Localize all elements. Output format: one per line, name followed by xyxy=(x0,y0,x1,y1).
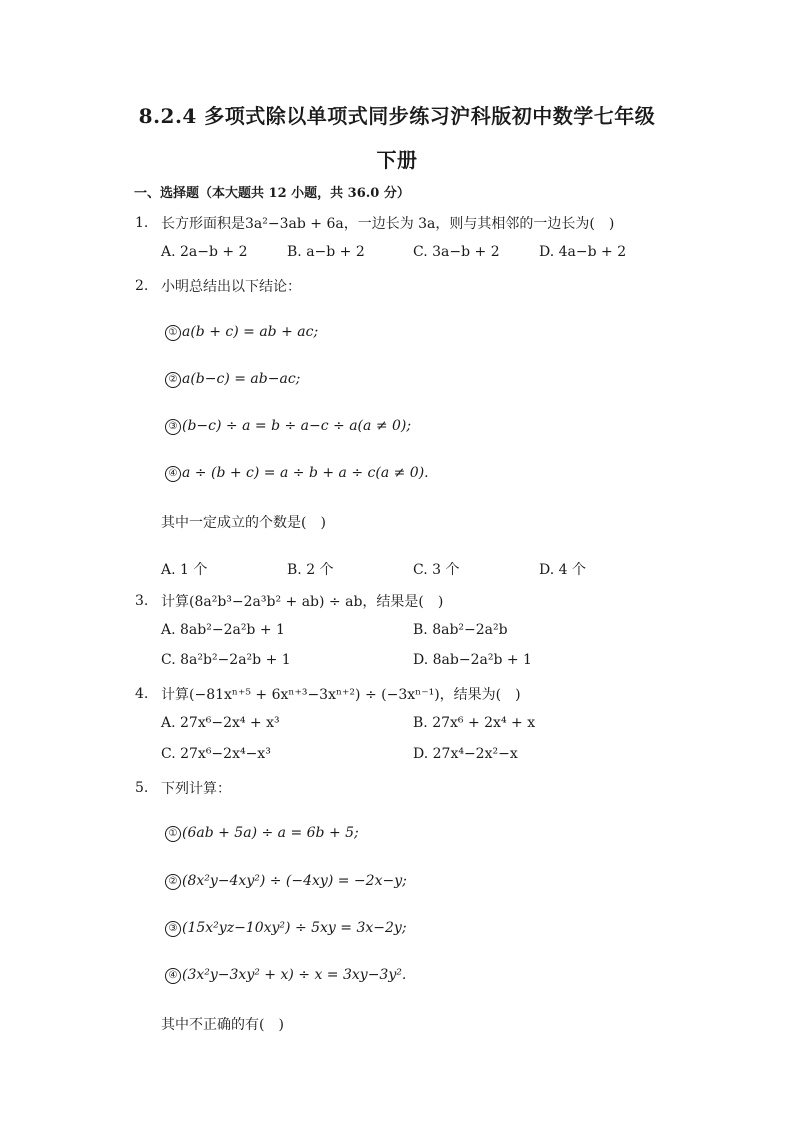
question-1-stem: 长方形面积是3a²−3ab + 6a，一边长为 3a，则与其相邻的一边长为( ) xyxy=(161,216,615,232)
item-expression: (8x²y−4xy²) ÷ (−4xy) = −2x−y; xyxy=(182,873,407,889)
question-4-option-d: D. 27x⁴−2x²−x xyxy=(413,746,518,762)
question-2-option-a: A. 1 个 xyxy=(161,562,208,578)
question-1-option-d: D. 4a−b + 2 xyxy=(539,244,627,260)
question-4-stem: 计算(−81xⁿ⁺⁵ + 6xⁿ⁺³−3xⁿ⁺²) ÷ (−3xⁿ⁻¹)，结果为( ) xyxy=(161,687,521,703)
question-3-option-c: C. 8a²b²−2a²b + 1 xyxy=(161,652,291,668)
circled-number-2: ② xyxy=(165,372,181,388)
item-expression: a(b−c) = ab−ac; xyxy=(182,371,301,387)
question-3-option-d: D. 8ab−2a²b + 1 xyxy=(413,652,532,668)
question-5-item-3 xyxy=(165,920,407,937)
question-1-option-c: C. 3a−b + 2 xyxy=(413,244,500,260)
item-expression: (3x²y−3xy² + x) ÷ x = 3xy−3y². xyxy=(182,967,407,983)
item-expression: a(b + c) = ab + ac; xyxy=(182,324,319,340)
question-3-option-b: B. 8ab²−2a²b xyxy=(413,622,508,638)
question-2-option-d: D. 4 个 xyxy=(539,562,586,578)
question-4-option-c: C. 27x⁶−2x⁴−x³ xyxy=(161,746,271,762)
circled-number-1: ① xyxy=(165,325,181,341)
question-5-number: 5. xyxy=(135,780,149,796)
question-1-option-a: A. 2a−b + 2 xyxy=(161,244,248,260)
item-expression: (6ab + 5a) ÷ a = 6b + 5; xyxy=(182,825,359,841)
question-1-option-b: B. a−b + 2 xyxy=(287,244,365,260)
question-5-item-1 xyxy=(165,825,359,842)
doc-title-line-1: 8.2.4 多项式除以单项式同步练习沪科版初中数学七年级 xyxy=(138,104,656,128)
circled-number-4: ④ xyxy=(165,466,181,482)
question-2-item-1 xyxy=(165,324,318,341)
question-1-number: 1. xyxy=(135,215,149,231)
question-2-number: 2. xyxy=(135,278,149,294)
question-5-follow-up: 其中不正确的有( ) xyxy=(161,1017,284,1033)
circled-number-3: ③ xyxy=(165,419,181,435)
question-2-item-4 xyxy=(165,465,429,482)
question-3-number: 3. xyxy=(135,593,149,609)
question-2-item-3 xyxy=(165,418,411,435)
circled-number-4: ④ xyxy=(165,968,181,984)
doc-title-line-2: 下册 xyxy=(376,148,418,172)
question-3-option-a: A. 8ab²−2a²b + 1 xyxy=(161,622,285,638)
question-4-option-a: A. 27x⁶−2x⁴ + x³ xyxy=(161,715,280,731)
section-heading: 一、选择题（本大题共 12 小题，共 36.0 分） xyxy=(134,186,410,201)
question-5-item-4 xyxy=(165,967,406,984)
question-2-item-2 xyxy=(165,371,300,388)
item-expression: (15x²yz−10xy²) ÷ 5xy = 3x−2y; xyxy=(182,920,407,936)
circled-number-1: ① xyxy=(165,826,181,842)
item-expression: (b−c) ÷ a = b ÷ a−c ÷ a(a ≠ 0); xyxy=(182,418,412,434)
item-expression: a ÷ (b + c) = a ÷ b + a ÷ c(a ≠ 0). xyxy=(182,465,429,481)
question-5-stem: 下列计算： xyxy=(161,781,231,797)
question-2-stem: 小明总结出以下结论： xyxy=(161,279,301,295)
question-2-option-c: C. 3 个 xyxy=(413,562,460,578)
question-4-number: 4. xyxy=(135,686,149,702)
question-5-item-2 xyxy=(165,873,407,890)
question-4-option-b: B. 27x⁶ + 2x⁴ + x xyxy=(413,715,536,731)
circled-number-3: ③ xyxy=(165,921,181,937)
circled-number-2: ② xyxy=(165,874,181,890)
question-2-option-b: B. 2 个 xyxy=(287,562,334,578)
question-2-follow-up: 其中一定成立的个数是( ) xyxy=(161,515,326,531)
question-3-stem: 计算(8a²b³−2a³b² + ab) ÷ ab，结果是( ) xyxy=(161,594,444,610)
